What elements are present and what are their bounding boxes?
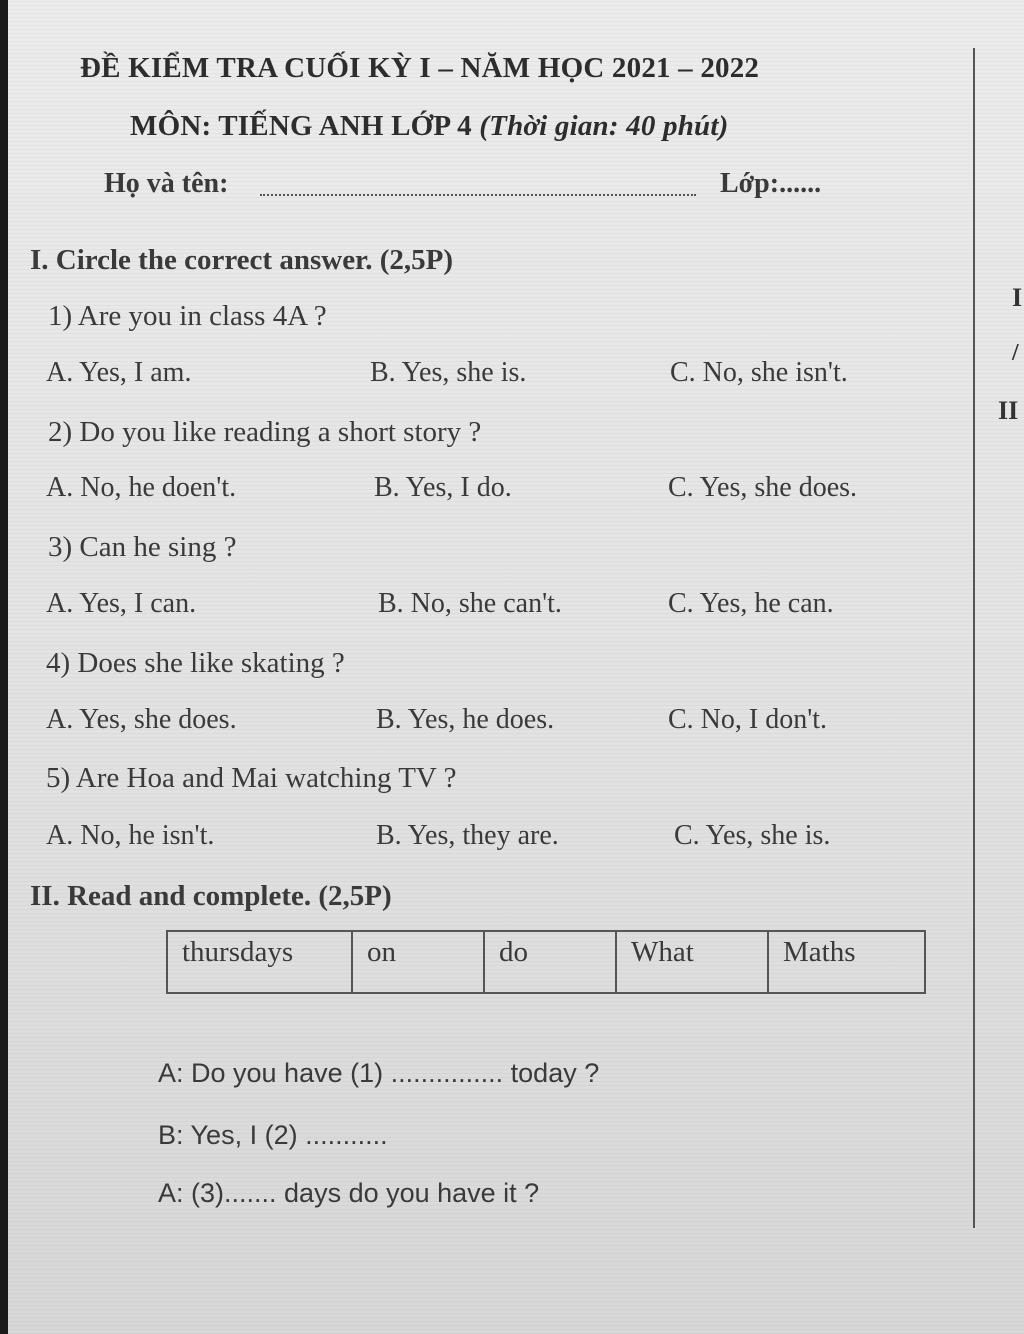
edge-mark-1: I — [1012, 283, 1023, 312]
page-border-line — [973, 48, 975, 1228]
section-2-title: II. Read and complete. (2,5P) — [30, 880, 392, 912]
edge-mark-3: II — [998, 396, 1019, 425]
blank-1[interactable]: ............... — [390, 1058, 504, 1088]
word-bank-cell: What — [616, 931, 768, 993]
dialogue-1-prefix: A: Do you have (1) — [158, 1058, 391, 1088]
word-bank-table — [166, 930, 926, 994]
name-label: Họ và tên: — [104, 168, 229, 199]
section-1-title: I. Circle the correct answer. (2,5P) — [30, 244, 454, 276]
word-bank-cell: do — [484, 931, 616, 993]
q1-option-c[interactable]: C. No, she isn't. — [670, 357, 848, 388]
subject-label: MÔN: TIẾNG ANH LỚP 4 — [130, 110, 480, 142]
q1-option-a[interactable]: A. Yes, I am. — [46, 357, 192, 388]
name-field[interactable] — [260, 174, 696, 196]
question-2: 2) Do you like reading a short story ? — [48, 416, 482, 448]
class-label: Lớp:...... — [720, 168, 822, 199]
exam-subtitle — [130, 110, 728, 143]
q2-option-a[interactable]: A. No, he doen't. — [46, 472, 237, 503]
dialogue-3-prefix: A: (3) — [158, 1178, 225, 1208]
q3-option-b[interactable]: B. No, she can't. — [378, 588, 562, 619]
q2-option-c[interactable]: C. Yes, she does. — [668, 472, 858, 503]
q1-option-b[interactable]: B. Yes, she is. — [370, 357, 527, 388]
question-1: 1) Are you in class 4A ? — [48, 300, 327, 332]
q4-option-c[interactable]: C. No, I don't. — [668, 704, 828, 735]
word-bank-cell: Maths — [768, 931, 925, 993]
time-limit: (Thời gian: 40 phút) — [479, 110, 729, 142]
q5-option-c[interactable]: C. Yes, she is. — [674, 820, 831, 851]
exam-paper — [8, 0, 1024, 1334]
q2-option-b[interactable]: B. Yes, I do. — [374, 472, 512, 503]
q4-option-a[interactable]: A. Yes, she does. — [46, 704, 237, 735]
blank-2[interactable]: ........... — [305, 1120, 388, 1150]
question-4: 4) Does she like skating ? — [46, 647, 345, 679]
dialogue-line-1 — [158, 1058, 599, 1089]
dialogue-2-prefix: B: Yes, I (2) — [158, 1120, 306, 1150]
word-bank-cell: on — [352, 931, 484, 993]
q5-option-a[interactable]: A. No, he isn't. — [46, 820, 215, 851]
word-bank-row — [167, 931, 925, 993]
dialogue-3-suffix: days do you have it ? — [276, 1178, 540, 1208]
q3-option-c[interactable]: C. Yes, he can. — [668, 588, 834, 619]
q4-option-b[interactable]: B. Yes, he does. — [376, 704, 555, 735]
word-bank-cell: thursdays — [167, 931, 352, 993]
question-5: 5) Are Hoa and Mai watching TV ? — [46, 762, 457, 794]
edge-mark-2: / — [1012, 340, 1019, 366]
dialogue-line-2 — [158, 1120, 388, 1151]
exam-title: ĐỀ KIỂM TRA CUỐI KỲ I – NĂM HỌC 2021 – 2022 — [80, 52, 760, 84]
dialogue-1-suffix: today ? — [503, 1058, 600, 1088]
blank-3[interactable]: ....... — [224, 1178, 277, 1208]
dialogue-line-3 — [158, 1178, 539, 1209]
q3-option-a[interactable]: A. Yes, I can. — [46, 588, 197, 619]
q5-option-b[interactable]: B. Yes, they are. — [376, 820, 559, 851]
question-3: 3) Can he sing ? — [48, 531, 237, 563]
